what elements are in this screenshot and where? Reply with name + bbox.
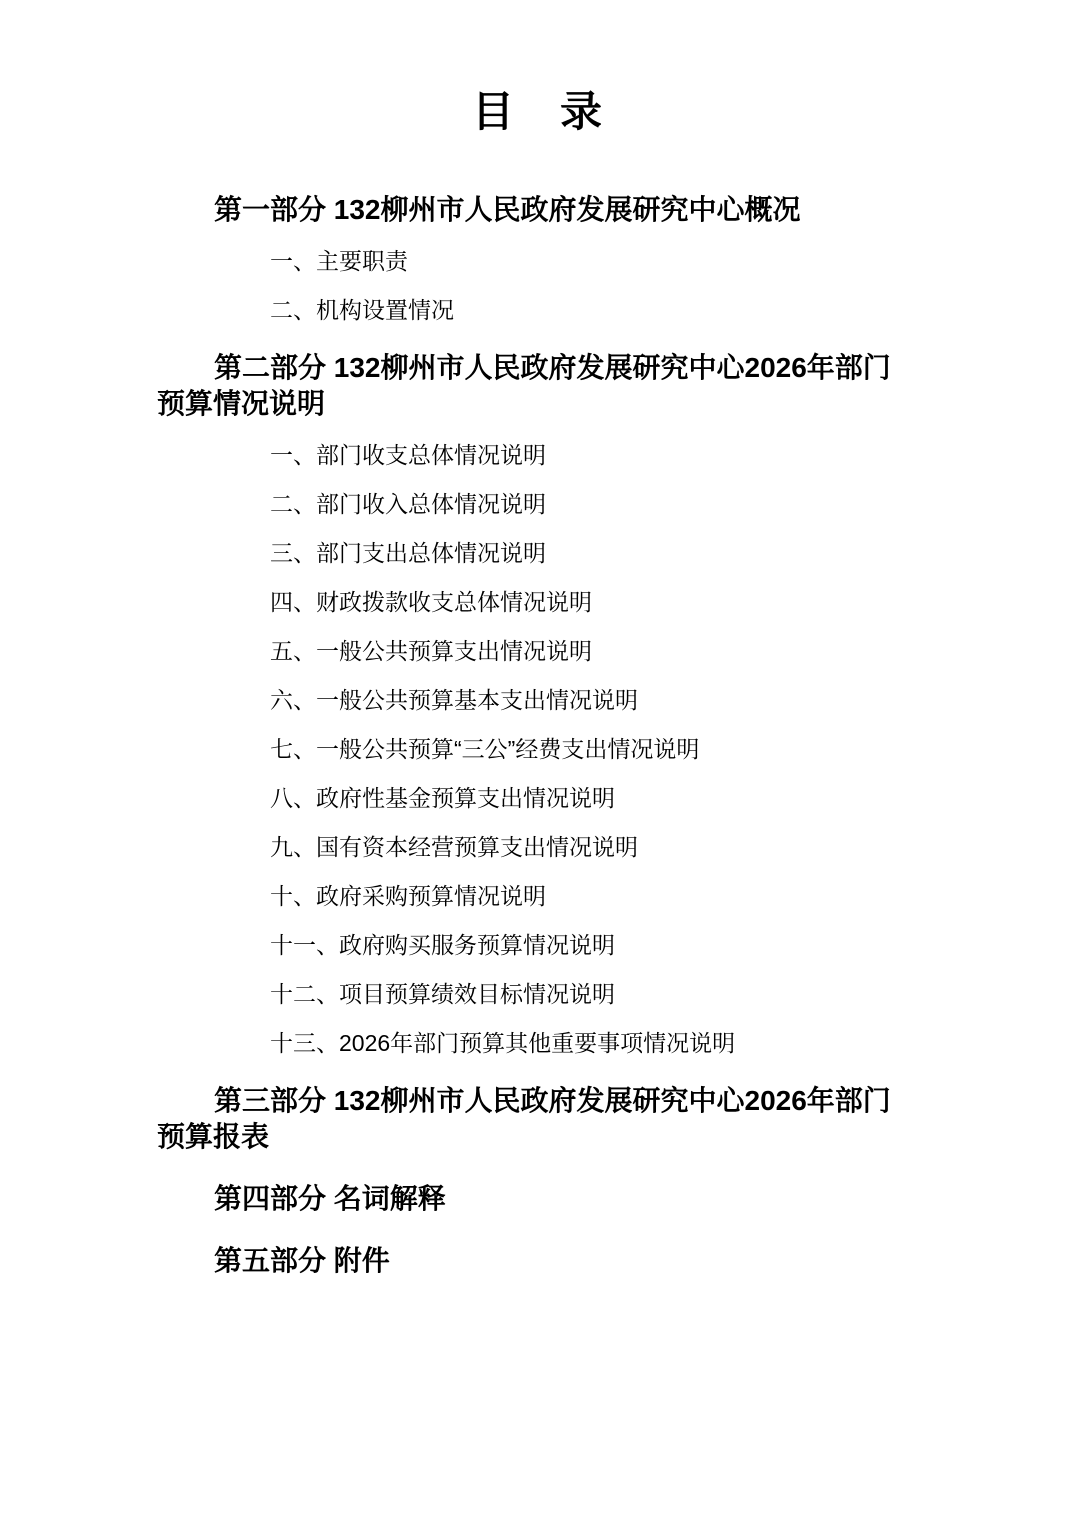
section-heading	[157, 1181, 919, 1217]
toc-item: 七、一般公共预算“三公”经费支出情况说明	[270, 736, 700, 762]
toc-title: 目 录	[471, 88, 604, 135]
toc-sections	[157, 192, 919, 1279]
section-heading-line: 第五部分 附件	[214, 1245, 390, 1276]
section-heading-line: 预算报表	[157, 1121, 270, 1152]
section-heading-line: 第二部分 132柳州市人民政府发展研究中心2026年部门	[214, 352, 891, 383]
toc-section	[157, 1181, 919, 1217]
toc-item: 二、机构设置情况	[270, 297, 454, 323]
toc-item: 一、部门收支总体情况说明	[270, 442, 546, 468]
toc-item: 五、一般公共预算支出情况说明	[270, 638, 592, 664]
section-heading-line: 预算情况说明	[157, 388, 326, 419]
toc-item: 十、政府采购预算情况说明	[270, 883, 546, 909]
section-heading-line: 第一部分 132柳州市人民政府发展研究中心概况	[214, 194, 801, 225]
toc-item: 四、财政拨款收支总体情况说明	[270, 589, 592, 615]
section-heading-line: 第四部分 名词解释	[214, 1183, 446, 1214]
toc-item: 十二、项目预算绩效目标情况说明	[270, 981, 615, 1007]
toc-item: 一、主要职责	[270, 248, 408, 274]
section-heading	[157, 1243, 919, 1279]
toc-item: 六、一般公共预算基本支出情况说明	[270, 687, 638, 713]
toc-section	[157, 1083, 919, 1155]
toc-item: 八、政府性基金预算支出情况说明	[270, 785, 615, 811]
section-heading-line: 第三部分 132柳州市人民政府发展研究中心2026年部门	[214, 1085, 891, 1116]
toc-section	[157, 1243, 919, 1279]
section-heading	[157, 192, 919, 228]
toc-item: 三、部门支出总体情况说明	[270, 540, 546, 566]
toc-item: 十一、政府购买服务预算情况说明	[270, 932, 615, 958]
toc-item: 二、部门收入总体情况说明	[270, 491, 546, 517]
toc-item: 十三、2026年部门预算其他重要事项情况说明	[270, 1030, 736, 1056]
toc-section	[157, 192, 919, 324]
toc-item: 九、国有资本经营预算支出情况说明	[270, 834, 638, 860]
toc-section	[157, 350, 919, 1057]
section-heading	[157, 350, 919, 422]
section-heading	[157, 1083, 919, 1155]
